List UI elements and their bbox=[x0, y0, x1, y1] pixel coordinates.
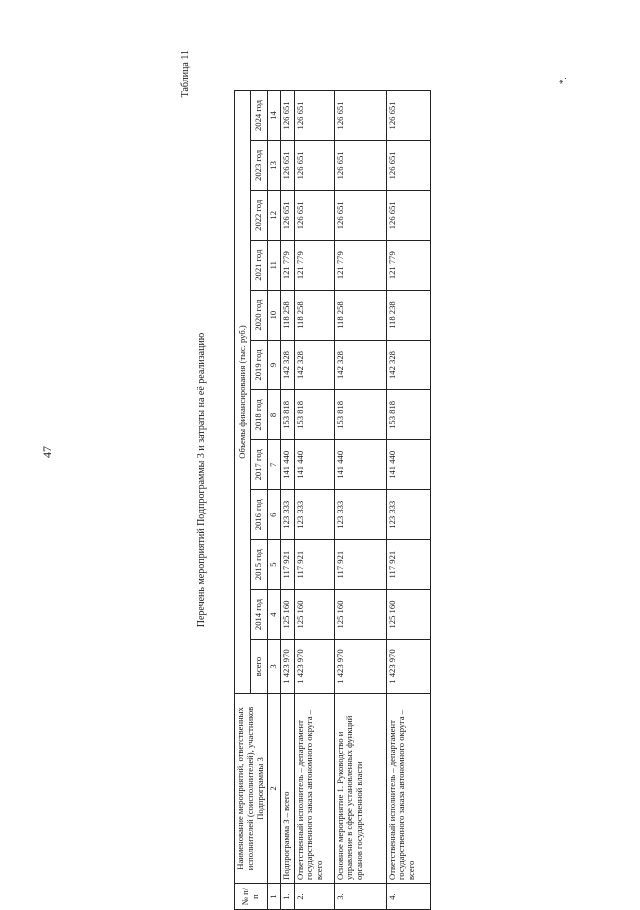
row-name: Ответственный исполнитель – департамент государственного заказа автономного округа – всего bbox=[386, 694, 430, 884]
row-value: 153 818 bbox=[294, 390, 334, 440]
column-index: 6 bbox=[267, 490, 280, 540]
row-value: 141 440 bbox=[386, 440, 430, 490]
header-funding: Объемы финансирования (тыс. руб.) bbox=[235, 91, 251, 694]
column-index: 12 bbox=[267, 190, 280, 240]
column-index: 1 bbox=[267, 884, 280, 910]
header-year: 2024 год bbox=[251, 91, 267, 141]
funding-table bbox=[234, 90, 431, 910]
row-value: 118 238 bbox=[386, 290, 430, 340]
table-row bbox=[280, 91, 294, 910]
row-value: 126 651 bbox=[294, 190, 334, 240]
row-value: 123 333 bbox=[334, 490, 386, 540]
edge-mark: *. bbox=[558, 77, 568, 84]
row-value: 126 651 bbox=[294, 140, 334, 190]
row-value: 141 440 bbox=[294, 440, 334, 490]
row-value: 121 779 bbox=[334, 240, 386, 290]
row-value: 153 818 bbox=[334, 390, 386, 440]
header-total: всего bbox=[251, 640, 267, 694]
table-row bbox=[334, 91, 386, 910]
row-total: 1 423 970 bbox=[294, 640, 334, 694]
column-index: 7 bbox=[267, 440, 280, 490]
row-value: 125 160 bbox=[386, 590, 430, 640]
table-row bbox=[386, 91, 430, 910]
row-value: 125 160 bbox=[280, 590, 294, 640]
column-index: 4 bbox=[267, 590, 280, 640]
row-value: 126 651 bbox=[334, 190, 386, 240]
row-value: 142 328 bbox=[280, 340, 294, 390]
row-value: 117 921 bbox=[294, 540, 334, 590]
column-index: 10 bbox=[267, 290, 280, 340]
row-value: 126 651 bbox=[386, 140, 430, 190]
row-value: 123 333 bbox=[294, 490, 334, 540]
header-year: 2016 год bbox=[251, 490, 267, 540]
row-value: 117 921 bbox=[386, 540, 430, 590]
row-value: 117 921 bbox=[334, 540, 386, 590]
row-total: 1 423 970 bbox=[334, 640, 386, 694]
row-value: 126 651 bbox=[386, 190, 430, 240]
header-year: 2020 год bbox=[251, 290, 267, 340]
row-value: 126 651 bbox=[334, 91, 386, 141]
column-index: 9 bbox=[267, 340, 280, 390]
header-year: 2017 год bbox=[251, 440, 267, 490]
column-index: 11 bbox=[267, 240, 280, 290]
column-index: 14 bbox=[267, 91, 280, 141]
header-year: 2023 год bbox=[251, 140, 267, 190]
header-year: 2014 год bbox=[251, 590, 267, 640]
row-value: 123 333 bbox=[280, 490, 294, 540]
row-number: 3. bbox=[334, 884, 386, 910]
table-row bbox=[294, 91, 334, 910]
row-value: 142 328 bbox=[334, 340, 386, 390]
row-value: 141 440 bbox=[280, 440, 294, 490]
row-value: 125 160 bbox=[294, 590, 334, 640]
row-value: 142 328 bbox=[386, 340, 430, 390]
row-value: 126 651 bbox=[280, 140, 294, 190]
column-index: 8 bbox=[267, 390, 280, 440]
row-name: Основное мероприятие 1. Руководство и управление в сфере установленных функций органов государственной власти bbox=[334, 694, 386, 884]
rotated-document-page bbox=[180, 50, 580, 910]
row-value: 118 258 bbox=[294, 290, 334, 340]
row-value: 153 818 bbox=[280, 390, 294, 440]
column-index: 2 bbox=[267, 694, 280, 884]
row-value: 126 651 bbox=[280, 190, 294, 240]
header-year: 2015 год bbox=[251, 540, 267, 590]
row-number: 4. bbox=[386, 884, 430, 910]
row-value: 141 440 bbox=[334, 440, 386, 490]
table-label: Таблица 11 bbox=[180, 50, 191, 98]
row-number: 2. bbox=[294, 884, 334, 910]
page-number: 47 bbox=[40, 446, 54, 458]
header-name: Наименование мероприятий, ответственных исполнителей (соисполнителей), участников Подпрограммы 3 bbox=[235, 694, 268, 884]
header-year: 2018 год bbox=[251, 390, 267, 440]
header-year: 2019 год bbox=[251, 340, 267, 390]
row-value: 126 651 bbox=[334, 140, 386, 190]
header-year: 2022 год bbox=[251, 190, 267, 240]
document-title: Перечень мероприятий Подпрограммы 3 и затраты на её реализацию bbox=[196, 332, 207, 628]
row-value: 142 328 bbox=[294, 340, 334, 390]
row-total: 1 423 970 bbox=[386, 640, 430, 694]
row-value: 126 651 bbox=[386, 91, 430, 141]
header-num: № п/п bbox=[235, 884, 268, 910]
row-value: 121 779 bbox=[280, 240, 294, 290]
column-index: 13 bbox=[267, 140, 280, 190]
column-index-row bbox=[267, 91, 280, 910]
row-value: 118 258 bbox=[334, 290, 386, 340]
row-value: 126 651 bbox=[294, 91, 334, 141]
row-number: 1. bbox=[280, 884, 294, 910]
row-value: 117 921 bbox=[280, 540, 294, 590]
row-total: 1 423 970 bbox=[280, 640, 294, 694]
row-name: Подпрограмма 3 – всего bbox=[280, 694, 294, 884]
row-name: Ответственный исполнитель – департамент государственного заказа автономного округа – всего bbox=[294, 694, 334, 884]
header-year: 2021 год bbox=[251, 240, 267, 290]
row-value: 126 651 bbox=[280, 91, 294, 141]
column-index: 5 bbox=[267, 540, 280, 590]
row-value: 125 160 bbox=[334, 590, 386, 640]
row-value: 121 779 bbox=[386, 240, 430, 290]
row-value: 153 818 bbox=[386, 390, 430, 440]
row-value: 123 333 bbox=[386, 490, 430, 540]
column-index: 3 bbox=[267, 640, 280, 694]
row-value: 118 258 bbox=[280, 290, 294, 340]
row-value: 121 779 bbox=[294, 240, 334, 290]
